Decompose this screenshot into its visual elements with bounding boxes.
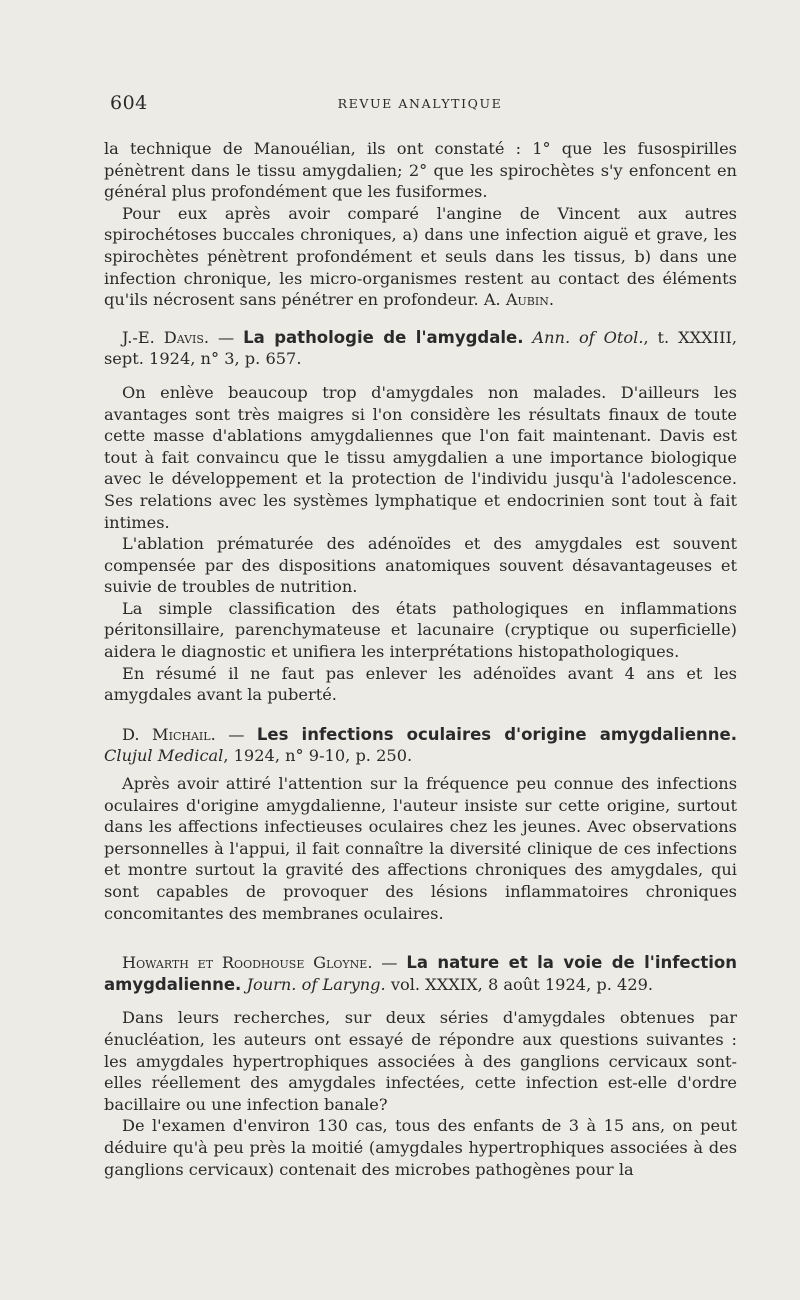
article-2-citation: , 1924, n° 9-10, p. 250. (223, 746, 413, 766)
article-2-paragraph: Après avoir attiré l'attention sur la fréquence peu connue des infections oculaires d'origine amygdalienne, l'auteur insiste sur cette origine, surtout dans les affections infectieuses oculaires chez les jeunes. Avec observations personnelles à l'appui, il fait connaître la diversité clinique de ces infections et montre surtout la gravité des affections chroniques des amygdales, qui sont capables de provoquer des lésions inflammatoires chroniques concomitantes des membranes oculaires. (104, 774, 737, 923)
intro-signature: A. Aubin. (483, 290, 554, 310)
page-content (104, 138, 737, 1180)
article-3-author: Howarth et Roodhouse Gloyne. (122, 953, 373, 973)
article-2-title: Les infections oculaires d'origine amygdalienne. (256, 724, 737, 744)
article-2-journal: Clujul Medical (104, 746, 224, 766)
article-1-author: J.-E. Davis. (122, 327, 210, 347)
article-1-title: La pathologie de l'amygdale. (243, 327, 524, 347)
article-1-reference (104, 327, 737, 370)
article-3-journal: Journ. of Laryng. (246, 974, 386, 994)
article-3-citation: vol. XXXIX, 8 août 1924, p. 429. (385, 974, 654, 994)
article-3-paragraph: Dans leurs recherches, sur deux séries d'amygdales obtenues par énucléation, les auteurs ont essayé de répondre aux questions suivantes : les amygdales hypertrophiques associées à des ganglions cervicaux sont-elles réellement des amygdales infectées, cette infection est-elle d'ordre bacillaire ou une infection banale? (104, 1008, 737, 1114)
article-1-paragraph: En résumé il ne faut pas enlever les adénoïdes avant 4 ans et les amygdales avant la puberté. (104, 663, 737, 705)
article-1-paragraph: La simple classification des états pathologiques en inflammations péritonsillaire, parenchymateuse et lacunaire (cryptique ou superficielle) aidera le diagnostic et unifiera les interprétations histopathologiques. (104, 598, 737, 662)
article-1-dash: — (209, 327, 244, 347)
intro-paragraph-2-text: Pour eux après avoir comparé l'angine de Vincent aux autres spirochétoses buccales chroniques, a) dans une infection aiguë et grave, les spirochètes pénètrent profondément et seuls dans les tissus, b) dans une infection chronique, les micro-organismes restent au contact des éléments qu'ils nécrosent sans pénétrer en profondeur. (104, 203, 737, 310)
running-title: REVUE ANALYTIQUE (337, 96, 503, 111)
page-number: 604 (110, 92, 148, 114)
article-2-dash: — (215, 724, 257, 744)
article-2-author: D. Michail. (122, 724, 216, 744)
intro-paragraph-1: la technique de Manouélian, ils ont constaté : 1° que les fusospirilles pénètrent dans le tissu amygdalien; 2° que les spirochètes s'y enfoncent en général plus profondément que les fusiformes. (104, 139, 737, 202)
article-3-paragraph: De l'examen d'environ 130 cas, tous des enfants de 3 à 15 ans, on peut déduire qu'à peu près la moitié (amygdales hypertrophiques associées à des ganglions cervicaux) contenait des microbes pathogènes pour la (104, 1116, 737, 1179)
article-3-title: La nature et la voie de l'infection amygdalienne. (104, 953, 737, 994)
article-3-reference (104, 952, 737, 995)
article-3-dash: — (372, 953, 407, 973)
page-header (110, 92, 730, 116)
article-1-paragraph: L'ablation prématurée des adénoïdes et des amygdales est souvent compensée par des dispositions anatomiques souvent désavantageuses et suivie de troubles de nutrition. (104, 534, 737, 597)
article-1-journal: Ann. of Otol. (532, 327, 644, 347)
article-2-reference (104, 724, 737, 767)
article-1-citation: , t. XXXIII, sept. 1924, n° 3, p. 657. (104, 327, 738, 369)
intro-paragraph-2 (104, 203, 737, 311)
article-1-paragraph: On enlève beaucoup trop d'amygdales non malades. D'ailleurs les avantages sont très maigres si l'on considère les résultats finaux de toute cette masse d'ablations amygdaliennes que l'on fait maintenant. Davis est tout à fait convaincu que le tissu amygdalien a une importance biologique avec le développement et la protection de l'individu jusqu'à l'adolescence. Ses relations avec les systèmes lymphatique et endocrinien sont tout à fait intimes. (104, 382, 737, 532)
